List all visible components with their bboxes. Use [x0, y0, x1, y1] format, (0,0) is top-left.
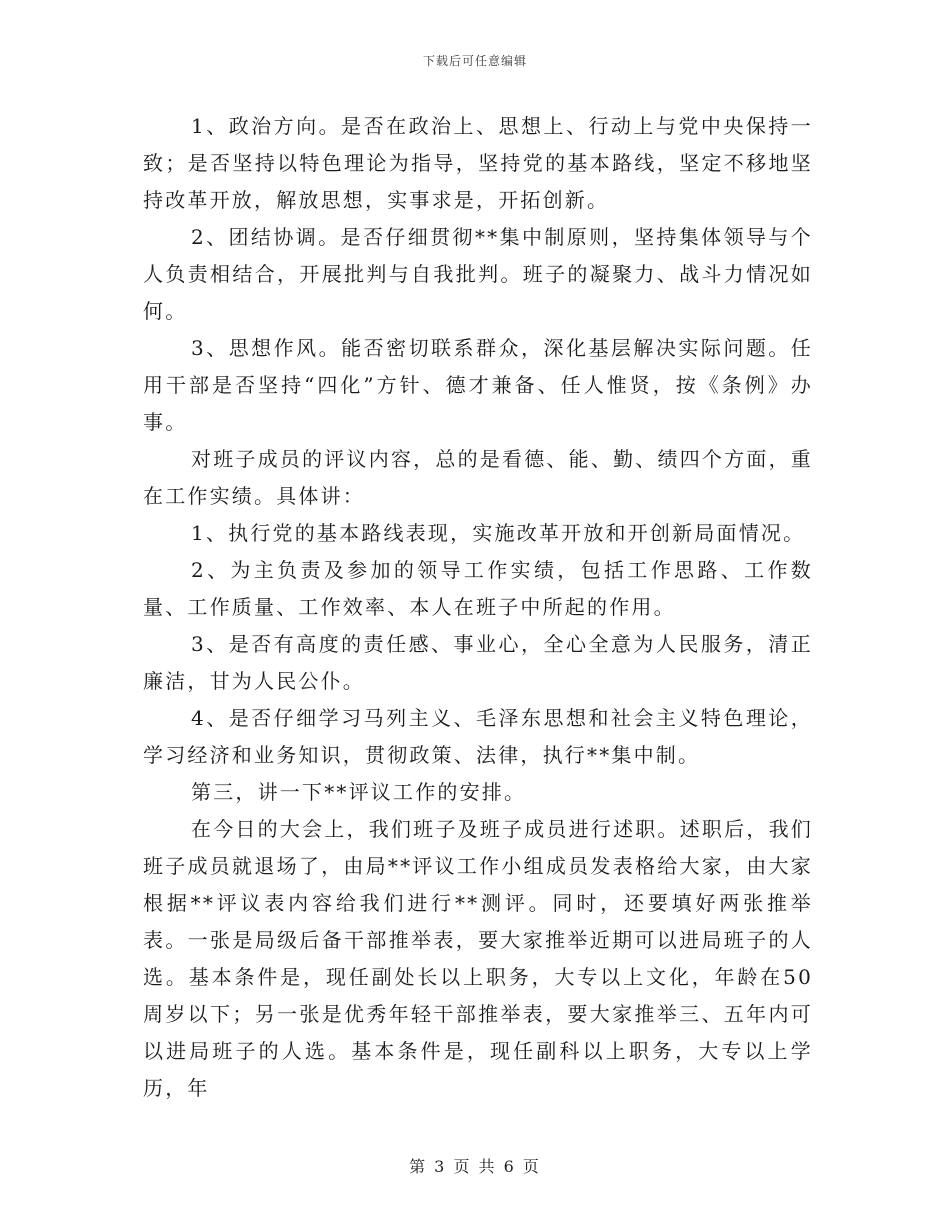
page-header: 下载后可任意编辑	[422, 54, 527, 68]
document-body	[143, 108, 813, 1107]
paragraph-political-direction: 1、政治方向。是否在政治上、思想上、行动上与党中央保持一致；是否坚持以特色理论为指导，坚持党的基本路线，坚定不移地坚持改革开放，解放思想，实事求是，开拓创新。	[143, 114, 813, 212]
paragraph-section-three: 第三，讲一下**评议工作的安排。	[191, 780, 527, 804]
paragraph-item-2: 2、为主负责及参加的领导工作实绩，包括工作思路、工作数量、工作质量、工作效率、本人在班子中所起的作用。	[143, 558, 813, 619]
paragraph-unity-coordination: 2、团结协调。是否仔细贯彻**集中制原则，坚持集体领导与个人负责相结合，开展批判与自我批判。班子的凝聚力、战斗力情况如何。	[143, 225, 813, 323]
paragraph-member-evaluation-intro: 对班子成员的评议内容，总的是看德、能、勤、绩四个方面，重在工作实绩。具体讲：	[143, 447, 813, 508]
paragraph-item-1: 1、执行党的基本路线表现，实施改革开放和开创新局面情况。	[191, 521, 806, 545]
paragraph-item-3: 3、是否有高度的责任感、事业心，全心全意为人民服务，清正廉洁，甘为人民公仆。	[143, 632, 813, 693]
page-footer: 第 3 页 共 6 页	[409, 1157, 541, 1176]
paragraph-meeting-arrangement: 在今日的大会上，我们班子及班子成员进行述职。述职后，我们班子成员就退场了，由局**评议工作小组成员发表格给大家，由大家根据**评议表内容给我们进行**测评。同时，还要填好两张推举表。一张是局级后备干部推举表，要大家推举近期可以进局班子的人选。基本条件是，现任副处长以上职务，大专以上文化，年龄在50周岁以下；另一张是优秀年轻干部推举表，要大家推举三、五年内可以进局班子的人选。基本条件是，现任副科以上职务，大专以上学历，年	[143, 817, 813, 1100]
paragraph-item-4: 4、是否仔细学习马列主义、毛泽东思想和社会主义特色理论，学习经济和业务知识，贯彻政策、法律，执行**集中制。	[143, 706, 813, 767]
paragraph-work-style: 3、思想作风。能否密切联系群众，深化基层解决实际问题。任用干部是否坚持“四化”方针、德才兼备、任人惟贤，按《条例》办事。	[143, 336, 813, 434]
